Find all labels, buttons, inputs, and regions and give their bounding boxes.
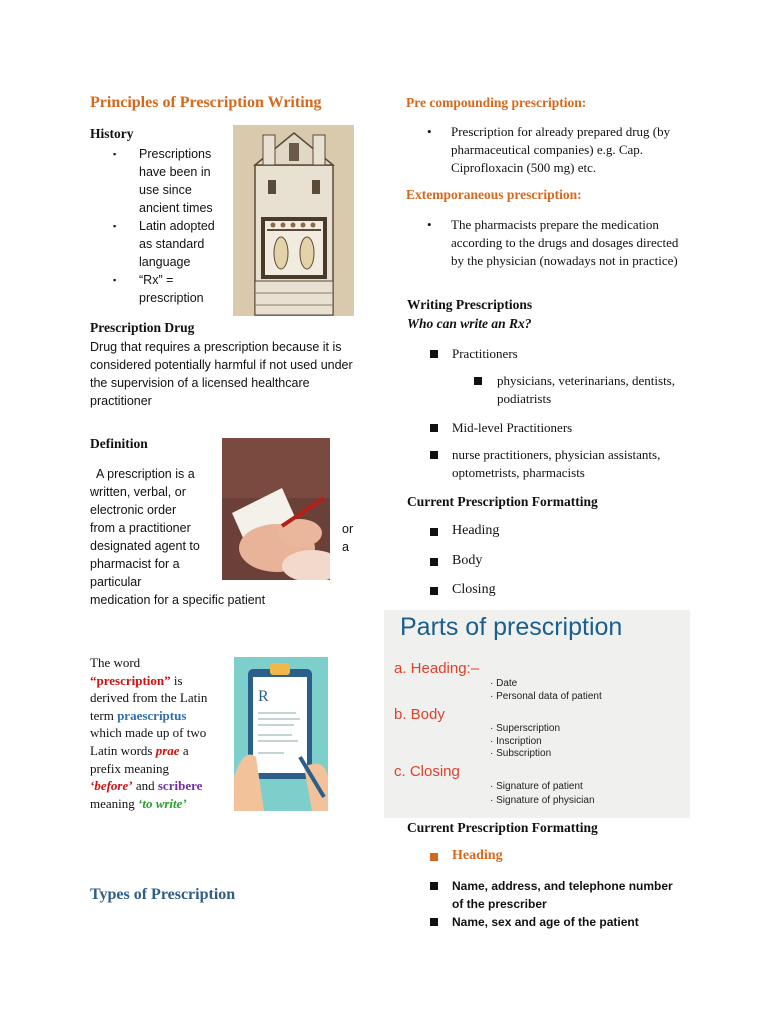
rx-clipboard-illustration — [234, 657, 328, 811]
types-title: Types of Prescription — [90, 886, 236, 903]
extemporaneous-heading: Extemporaneous prescription: — [406, 187, 582, 202]
history-list — [113, 145, 225, 307]
parts-body-label: b. Body — [394, 706, 445, 723]
current-formatting-heading: Current Prescription Formatting — [407, 494, 598, 509]
list-item: nurse practitioners, physician assistants, optometrists, pharmacists — [430, 446, 682, 482]
formatting-list — [430, 523, 499, 598]
hand-writing-photo — [222, 438, 330, 580]
list-item: Body — [430, 553, 499, 583]
parts-closing-items: · Signature of patient · Signature of physician — [490, 781, 595, 806]
prescription-drug-text: Drug that requires a prescription because it is considered potentially harmful if not used under the supervision of a licensed healthcare practitioner — [90, 340, 353, 408]
list-item: Mid-level Practitioners — [430, 419, 690, 437]
definition-or: or — [342, 522, 354, 536]
writing-prescriptions-heading: Writing Prescriptions — [407, 297, 533, 312]
etymology-text: The word “prescription” is derived from the Latin term praescriptus which made up of two Latin words prae a prefix meaning ‘before’ and scribere meaning ‘to write’ — [90, 655, 208, 811]
parts-body-items: · Superscription · Inscription · Subscription — [490, 723, 561, 759]
definition-text: A prescription is a written, verbal, or electronic order from a practitioner designated agent to pharmacist for a particular medication for a specific patient — [90, 467, 266, 607]
writers-list — [430, 345, 690, 482]
who-can-write-heading: Who can write an Rx? — [407, 316, 532, 331]
list-item: Name, sex and age of the patient — [430, 913, 680, 931]
list-item: physicians, veterinarians, dentists, podiatrists — [430, 372, 687, 408]
parts-heading-label: a. Heading:– — [394, 660, 480, 677]
history-heading: History — [90, 126, 134, 141]
list-item: Name, address, and telephone number of the prescriber — [430, 877, 680, 913]
pre-compounding-heading: Pre compounding prescription: — [406, 95, 587, 110]
list-item: ▪ Latin adopted as standard language — [113, 219, 215, 269]
list-item: Heading — [430, 523, 499, 553]
heading-items-list — [430, 877, 680, 931]
list-item: Closing — [430, 582, 499, 598]
parts-slide-title: Parts of prescription — [400, 613, 623, 641]
parts-slide — [384, 610, 690, 818]
parts-closing-label: c. Closing — [394, 763, 460, 780]
prescription-drug-heading: Prescription Drug — [90, 320, 195, 335]
definition-a: a — [342, 540, 349, 554]
current-formatting-heading-2: Current Prescription Formatting — [407, 820, 598, 835]
list-item: ▪ Prescriptions have been in use since ancient times — [113, 147, 213, 215]
definition-heading: Definition — [90, 436, 148, 451]
pre-compounding-text: • Prescription for already prepared drug (by pharmaceutical companies) e.g. Cap. Ciprofloxacin (500 mg) etc. — [427, 124, 671, 175]
list-item: Practitioners — [430, 345, 690, 363]
extemporaneous-text: • The pharmacists prepare the medication according to the drugs and dosages directed by the physician (nowadays not in practice) — [427, 217, 679, 268]
page-title: Principles of Prescription Writing — [90, 94, 322, 111]
svg-text:R: R — [258, 688, 269, 705]
list-item: ▪ “Rx” = prescription — [113, 273, 204, 305]
parts-heading-items: · Date · Personal data of patient — [490, 678, 602, 702]
heading-subsection: Heading — [430, 848, 503, 864]
apothecary-illustration — [233, 125, 354, 316]
